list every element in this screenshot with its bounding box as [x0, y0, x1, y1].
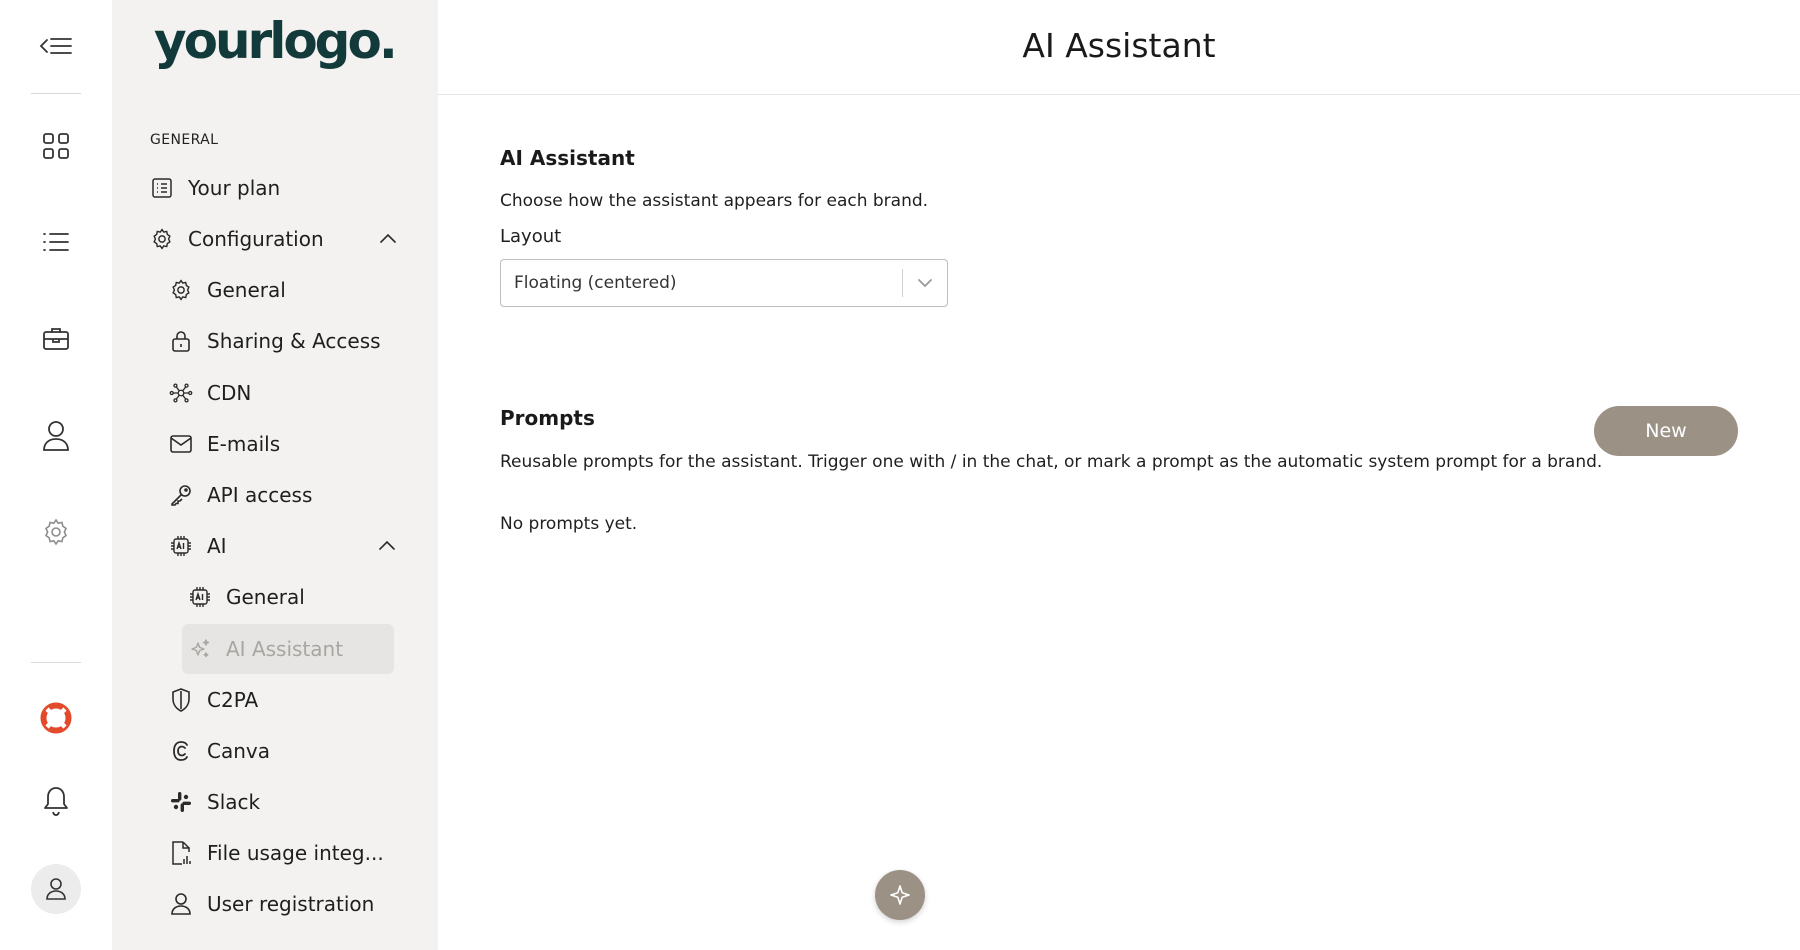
ai-chip-icon: [169, 534, 193, 558]
sidebar-item-ai[interactable]: [169, 521, 399, 571]
lifebuoy-icon[interactable]: [28, 690, 84, 746]
ai-chip-icon: [188, 585, 212, 609]
sidebar-item-label: API access: [207, 483, 313, 507]
sidebar-item-label: Canva: [207, 739, 270, 763]
avatar[interactable]: [31, 864, 81, 914]
gear-icon: [169, 278, 193, 302]
bell-icon[interactable]: [28, 773, 84, 829]
key-icon: [169, 483, 193, 507]
sidebar-item-sharing-access[interactable]: [169, 316, 399, 366]
settings-sidebar: [112, 0, 438, 950]
icon-rail: [0, 0, 112, 950]
collapse-menu-icon[interactable]: [28, 18, 84, 74]
prompts-section-description: Reusable prompts for the assistant. Trigger one with / in the chat, or mark a prompt as the automatic system prompt for a brand.: [500, 452, 1603, 472]
prompts-section-title: Prompts: [500, 406, 595, 430]
sidebar-item-ai-general[interactable]: [188, 572, 398, 622]
sidebar-item-label: C2PA: [207, 688, 259, 712]
canva-icon: [169, 739, 193, 763]
gear-icon[interactable]: [28, 504, 84, 560]
plan-icon: [150, 176, 174, 200]
user-icon: [169, 892, 193, 916]
rail-divider: [31, 93, 81, 94]
slack-icon: [169, 790, 193, 814]
mail-icon: [169, 432, 193, 456]
sparkle-icon: [888, 883, 912, 907]
sidebar-item-label: AI Assistant: [226, 637, 344, 661]
sidebar-item-configuration[interactable]: [150, 214, 400, 264]
logo[interactable]: yourlogo.: [154, 12, 395, 70]
sidebar-item-slack[interactable]: [169, 777, 399, 827]
sidebar-item-e-mails[interactable]: [169, 419, 399, 469]
sidebar-item-api-access[interactable]: [169, 470, 399, 520]
sidebar-item-label: CDN: [207, 381, 252, 405]
file-usage-icon: [169, 841, 193, 865]
sidebar-item-label: General: [226, 585, 305, 609]
assistant-section-description: Choose how the assistant appears for each brand.: [500, 191, 929, 211]
sidebar-item-file-usage[interactable]: [169, 828, 399, 878]
sidebar-item-your-plan[interactable]: [150, 163, 400, 213]
sidebar-item-label: File usage integ...: [207, 841, 384, 865]
sidebar-item-ai-assistant[interactable]: [182, 624, 394, 674]
sidebar-item-label: Sharing & Access: [207, 329, 381, 353]
network-icon: [169, 381, 193, 405]
new-prompt-button[interactable]: New: [1594, 406, 1738, 456]
shield-icon: [169, 688, 193, 712]
sidebar-item-user-registration[interactable]: [169, 879, 399, 929]
sidebar-item-canva[interactable]: [169, 726, 399, 776]
sidebar-item-label: User registration: [207, 892, 375, 916]
sidebar-item-c2pa[interactable]: [169, 675, 399, 725]
sidebar-item-label: General: [207, 278, 286, 302]
sidebar-item-label: Your plan: [188, 176, 281, 200]
grid-icon[interactable]: [28, 118, 84, 174]
chevron-up-icon[interactable]: [375, 534, 399, 558]
main-content: [438, 0, 1800, 950]
lock-icon: [169, 329, 193, 353]
user-icon[interactable]: [28, 408, 84, 464]
sidebar-item-label: Slack: [207, 790, 261, 814]
sidebar-item-label: E-mails: [207, 432, 281, 456]
page-header: [438, 0, 1800, 95]
nav-section-heading: GENERAL: [150, 132, 219, 148]
rail-divider: [31, 662, 81, 663]
page-title: AI Assistant: [1022, 26, 1216, 65]
sidebar-item-general[interactable]: [169, 265, 399, 315]
layout-select-value: Floating (centered): [514, 273, 677, 293]
assistant-section-title: AI Assistant: [500, 146, 635, 170]
sidebar-item-cdn[interactable]: [169, 368, 399, 418]
briefcase-icon[interactable]: [28, 310, 84, 366]
list-icon[interactable]: [28, 214, 84, 270]
layout-select[interactable]: [500, 259, 948, 307]
sidebar-item-label: AI: [207, 534, 227, 558]
chevron-down-icon[interactable]: [903, 260, 947, 306]
sidebar-item-label: Configuration: [188, 227, 324, 251]
layout-label: Layout: [500, 226, 562, 247]
ai-assistant-fab[interactable]: [875, 870, 925, 920]
empty-prompts-message: No prompts yet.: [500, 514, 638, 534]
sparkle-icon: [188, 637, 212, 661]
chevron-up-icon[interactable]: [376, 227, 400, 251]
gear-icon: [150, 227, 174, 251]
